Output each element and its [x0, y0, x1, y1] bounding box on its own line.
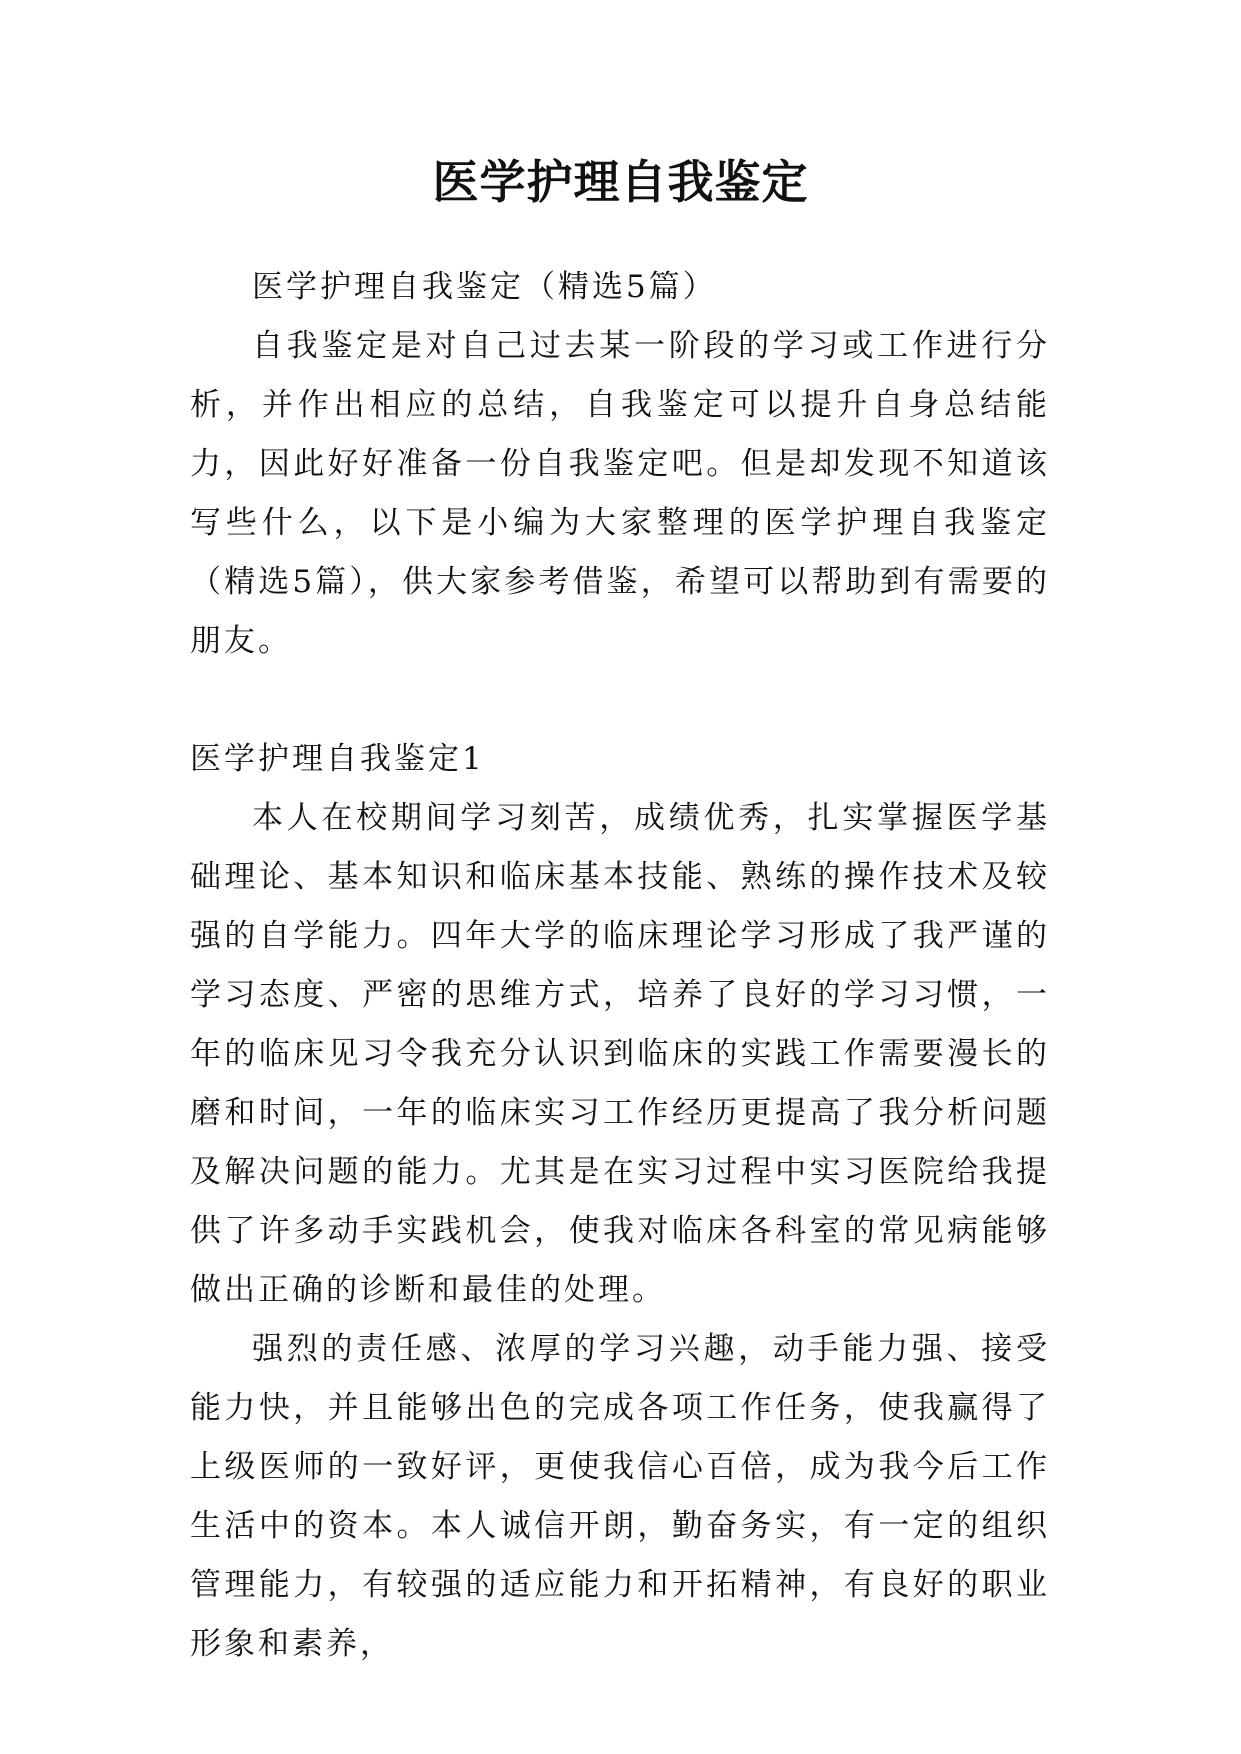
- subtitle-line: 医学护理自我鉴定（精选5篇）: [252, 269, 717, 305]
- section-heading: 医学护理自我鉴定1: [190, 741, 485, 777]
- section-paragraph-1: 本人在校期间学习刻苦，成绩优秀，扎实掌握医学基础理论、基本知识和临床基本技能、熟练的操作技术及较强的自学能力。四年大学的临床理论学习形成了我严谨的学习态度、严密的思维方式，培养了良好的学习习惯，一年的临床见习令我充分认识到临床的实践工作需要漫长的磨和时间，一年的临床实习工作经历更提高了我分析问题及解决问题的能力。尤其是在实习过程中实习医院给我提供了许多动手实践机会，使我对临床各科室的常见病能够做出正确的诊断和最佳的处理。: [190, 800, 1050, 1308]
- section-paragraph-2: 强烈的责任感、浓厚的学习兴趣，动手能力强、接受能力快，并且能够出色的完成各项工作任务，使我赢得了上级医师的一致好评，更使我信心百倍，成为我今后工作生活中的资本。本人诚信开朗，勤奋务实，有一定的组织管理能力，有较强的适应能力和开拓精神，有良好的职业形象和素养，: [190, 1331, 1050, 1662]
- intro-paragraph: 自我鉴定是对自己过去某一阶段的学习或工作进行分析，并作出相应的总结，自我鉴定可以提升自身总结能力，因此好好准备一份自我鉴定吧。但是却发现不知道该写些什么，以下是小编为大家整理的医学护理自我鉴定（精选5篇），供大家参考借鉴，希望可以帮助到有需要的朋友。: [190, 328, 1050, 659]
- document-body: [190, 258, 1050, 1674]
- document-title: 医学护理自我鉴定: [432, 155, 809, 209]
- section-spacer: [190, 671, 1050, 730]
